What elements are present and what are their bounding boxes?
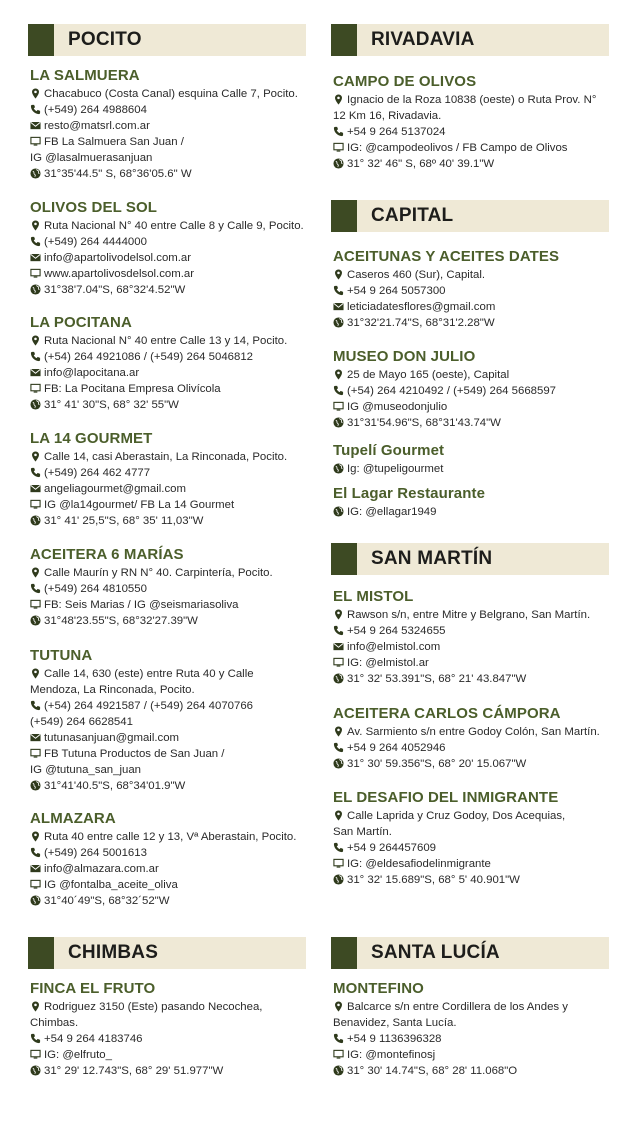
entry-name: CAMPO DE OLIVOS bbox=[333, 73, 477, 90]
info-text: 31° 29' 12.743"S, 68° 29' 51.977"W bbox=[44, 1065, 224, 1077]
monitor-icon bbox=[333, 401, 344, 412]
monitor-icon bbox=[333, 858, 344, 869]
info-text: (+549) 264 462 4777 bbox=[44, 467, 151, 479]
entry-aceitera-carlos-campora bbox=[333, 705, 613, 772]
info-line bbox=[30, 497, 310, 513]
info-text: +54 9 264 5057300 bbox=[347, 285, 446, 297]
info-line bbox=[30, 597, 310, 613]
info-line bbox=[30, 250, 310, 266]
section-marker bbox=[331, 937, 357, 969]
info-text: (+549) 264 4988604 bbox=[44, 104, 147, 116]
info-text: Balcarce s/n entre Cordillera de los Andes y bbox=[347, 1001, 568, 1013]
globe-icon bbox=[333, 158, 344, 169]
info-text: FB: La Pocitana Empresa Olivícola bbox=[44, 383, 221, 395]
globe-icon bbox=[30, 284, 41, 295]
info-text: Calle Maurín y RN N° 40. Carpintería, Pocito. bbox=[44, 567, 273, 579]
info-text: +54 9 264 5324655 bbox=[347, 625, 446, 637]
info-line bbox=[30, 1047, 310, 1063]
info-line bbox=[30, 282, 310, 298]
info-line bbox=[30, 778, 310, 794]
envelope-icon bbox=[30, 483, 41, 494]
info-text: IG @museodonjulio bbox=[347, 401, 448, 413]
entry-museo-don-julio bbox=[333, 348, 613, 431]
info-text: 31° 32' 15.689"S, 68° 5' 40.901"W bbox=[347, 874, 520, 886]
globe-icon bbox=[30, 515, 41, 526]
entry-el-mistol bbox=[333, 588, 613, 687]
info-line bbox=[333, 824, 613, 840]
location-pin-icon bbox=[30, 451, 41, 462]
entry-el-desafio-del-inmigrante bbox=[333, 789, 613, 888]
section-header-rivadavia bbox=[331, 24, 609, 56]
info-text: 12 Km 16, Rivadavia. bbox=[333, 110, 442, 122]
info-line bbox=[30, 1031, 310, 1047]
globe-icon bbox=[333, 506, 344, 517]
location-pin-icon bbox=[30, 1001, 41, 1012]
info-line bbox=[333, 840, 613, 856]
info-line bbox=[333, 724, 613, 740]
info-line bbox=[333, 1015, 613, 1031]
info-text: (+549) 264 6628541 bbox=[30, 716, 133, 728]
info-text: 31° 30' 14.74"S, 68° 28' 11.068"O bbox=[347, 1065, 518, 1077]
monitor-icon bbox=[333, 657, 344, 668]
location-pin-icon bbox=[333, 369, 344, 380]
entry-aceitera-6-marias bbox=[30, 546, 310, 629]
globe-icon bbox=[333, 758, 344, 769]
phone-icon bbox=[30, 847, 41, 858]
phone-icon bbox=[333, 1033, 344, 1044]
info-line bbox=[333, 999, 613, 1015]
globe-icon bbox=[333, 317, 344, 328]
info-line bbox=[333, 283, 613, 299]
info-line bbox=[30, 86, 310, 102]
info-line bbox=[333, 872, 613, 888]
phone-icon bbox=[30, 583, 41, 594]
info-text: +54 9 1136396328 bbox=[347, 1033, 442, 1045]
entry-tupeli-gourmet bbox=[333, 442, 613, 477]
info-line bbox=[333, 607, 613, 623]
info-text: resto@matsrl.com.ar bbox=[44, 120, 150, 132]
info-text: IG: @campodeolivos / FB Campo de Olivos bbox=[347, 142, 568, 154]
info-text: Ruta 40 entre calle 12 y 13, Vª Aberastain, Pocito. bbox=[44, 831, 297, 843]
info-text: Calle 14, 630 (este) entre Ruta 40 y Calle bbox=[44, 668, 254, 680]
phone-icon bbox=[30, 700, 41, 711]
info-line bbox=[30, 829, 310, 845]
info-text: Rawson s/n, entre Mitre y Belgrano, San Martín. bbox=[347, 609, 591, 621]
info-text: tutunasanjuan@gmail.com bbox=[44, 732, 180, 744]
entry-almazara bbox=[30, 810, 310, 909]
info-line bbox=[333, 856, 613, 872]
entry-campo-de-olivos bbox=[333, 73, 613, 172]
info-line bbox=[333, 461, 613, 477]
entry-name: ALMAZARA bbox=[30, 810, 116, 827]
globe-icon bbox=[333, 673, 344, 684]
info-text: leticiadatesflores@gmail.com bbox=[347, 301, 496, 313]
info-text: www.apartolivosdelsol.com.ar bbox=[44, 268, 195, 280]
info-line bbox=[30, 102, 310, 118]
entry-name: El Lagar Restaurante bbox=[333, 485, 486, 502]
info-line bbox=[30, 1063, 310, 1079]
info-line bbox=[333, 1063, 613, 1079]
phone-icon bbox=[333, 842, 344, 853]
info-text: IG: @ellagar1949 bbox=[347, 506, 437, 518]
info-line bbox=[30, 893, 310, 909]
envelope-icon bbox=[30, 863, 41, 874]
info-text: +54 9 264 4183746 bbox=[44, 1033, 143, 1045]
info-line bbox=[30, 730, 310, 746]
info-line bbox=[30, 134, 310, 150]
info-text: angeliagourmet@gmail.com bbox=[44, 483, 186, 495]
info-text: Ruta Nacional N° 40 entre Calle 13 y 14, Pocito. bbox=[44, 335, 288, 347]
entry-name: MONTEFINO bbox=[333, 980, 424, 997]
info-line bbox=[333, 92, 613, 108]
location-pin-icon bbox=[30, 88, 41, 99]
info-text: IG: @elfruto_ bbox=[44, 1049, 112, 1061]
entry-name: FINCA EL FRUTO bbox=[30, 980, 156, 997]
monitor-icon bbox=[30, 499, 41, 510]
entry-name: ACEITERA 6 MARÍAS bbox=[30, 546, 184, 563]
entry-name: LA 14 GOURMET bbox=[30, 430, 153, 447]
info-line bbox=[30, 218, 310, 234]
info-line bbox=[333, 623, 613, 639]
info-line bbox=[333, 383, 613, 399]
globe-icon bbox=[30, 168, 41, 179]
info-text: Chimbas. bbox=[30, 1017, 79, 1029]
info-line bbox=[30, 845, 310, 861]
info-line bbox=[333, 671, 613, 687]
info-text: Ruta Nacional N° 40 entre Calle 8 y Calle 9, Pocito. bbox=[44, 220, 304, 232]
monitor-icon bbox=[30, 1049, 41, 1060]
info-text: Av. Sarmiento s/n entre Godoy Colón, San Martín. bbox=[347, 726, 600, 738]
info-line bbox=[333, 108, 613, 124]
phone-icon bbox=[30, 351, 41, 362]
info-text: FB La Salmuera San Juan / bbox=[44, 136, 184, 148]
info-line bbox=[30, 166, 310, 182]
info-line bbox=[333, 399, 613, 415]
info-text: IG @lasalmuerasanjuan bbox=[30, 152, 153, 164]
info-text: 31° 30' 59.356"S, 68° 20' 15.067"W bbox=[347, 758, 527, 770]
info-text: info@almazara.com.ar bbox=[44, 863, 159, 875]
monitor-icon bbox=[30, 136, 41, 147]
location-pin-icon bbox=[333, 269, 344, 280]
info-line bbox=[30, 513, 310, 529]
section-marker bbox=[28, 937, 54, 969]
location-pin-icon bbox=[333, 94, 344, 105]
info-text: FB Tutuna Productos de San Juan / bbox=[44, 748, 225, 760]
entry-el-lagar-restaurante bbox=[333, 485, 613, 520]
location-pin-icon bbox=[30, 668, 41, 679]
section-header-san-martin bbox=[331, 543, 609, 575]
info-line bbox=[30, 333, 310, 349]
entry-name: TUTUNA bbox=[30, 647, 93, 664]
monitor-icon bbox=[30, 879, 41, 890]
entry-name: EL MISTOL bbox=[333, 588, 414, 605]
info-text: Benavidez, Santa Lucía. bbox=[333, 1017, 457, 1029]
info-text: info@lapocitana.ar bbox=[44, 367, 140, 379]
info-text: info@elmistol.com bbox=[347, 641, 441, 653]
entry-name: Tupelí Gourmet bbox=[333, 442, 445, 459]
info-line bbox=[30, 234, 310, 250]
phone-icon bbox=[30, 236, 41, 247]
info-text: 31° 41' 30"S, 68° 32' 55"W bbox=[44, 399, 179, 411]
entry-la-pocitana bbox=[30, 314, 310, 413]
info-text: 31° 41' 25,5"S, 68° 35' 11,03"W bbox=[44, 515, 204, 527]
info-text: FB: Seis Marias / IG @seismariasoliva bbox=[44, 599, 239, 611]
section-marker bbox=[331, 543, 357, 575]
info-text: (+549) 264 5001613 bbox=[44, 847, 147, 859]
info-line bbox=[333, 124, 613, 140]
info-line bbox=[30, 118, 310, 134]
location-pin-icon bbox=[30, 567, 41, 578]
section-title: CAPITAL bbox=[371, 205, 454, 226]
info-text: Chacabuco (Costa Canal) esquina Calle 7, Pocito. bbox=[44, 88, 298, 100]
info-text: +54 9 264457609 bbox=[347, 842, 437, 854]
info-line bbox=[30, 365, 310, 381]
info-line bbox=[333, 639, 613, 655]
entry-montefino bbox=[333, 980, 613, 1079]
info-line bbox=[30, 266, 310, 282]
location-pin-icon bbox=[333, 726, 344, 737]
info-text: 31°38'7.04"S, 68°32'4.52"W bbox=[44, 284, 186, 296]
phone-icon bbox=[333, 385, 344, 396]
monitor-icon bbox=[30, 748, 41, 759]
envelope-icon bbox=[333, 301, 344, 312]
info-line bbox=[333, 267, 613, 283]
info-line bbox=[333, 156, 613, 172]
location-pin-icon bbox=[30, 831, 41, 842]
entry-tutuna bbox=[30, 647, 310, 794]
section-header-pocito bbox=[28, 24, 306, 56]
globe-icon bbox=[30, 1065, 41, 1076]
monitor-icon bbox=[333, 142, 344, 153]
info-text: +54 9 264 5137024 bbox=[347, 126, 446, 138]
info-line bbox=[30, 877, 310, 893]
entry-name: LA POCITANA bbox=[30, 314, 132, 331]
envelope-icon bbox=[30, 252, 41, 263]
info-text: IG @tutuna_san_juan bbox=[30, 764, 141, 776]
info-text: IG: @montefinosj bbox=[347, 1049, 436, 1061]
monitor-icon bbox=[333, 1049, 344, 1060]
info-text: IG @la14gourmet/ FB La 14 Gourmet bbox=[44, 499, 235, 511]
info-text: San Martín. bbox=[333, 826, 392, 838]
info-line bbox=[30, 999, 310, 1015]
envelope-icon bbox=[30, 120, 41, 131]
info-text: 31°48'23.55"S, 68°32'27.39"W bbox=[44, 615, 198, 627]
section-marker bbox=[331, 24, 357, 56]
info-line bbox=[30, 714, 310, 730]
info-line bbox=[333, 367, 613, 383]
globe-icon bbox=[333, 417, 344, 428]
entry-olivos-del-sol bbox=[30, 199, 310, 298]
info-line bbox=[30, 746, 310, 762]
info-line bbox=[30, 682, 310, 698]
info-line bbox=[333, 808, 613, 824]
info-line bbox=[30, 465, 310, 481]
info-line bbox=[30, 666, 310, 682]
info-text: 25 de Mayo 165 (oeste), Capital bbox=[347, 369, 510, 381]
info-text: info@apartolivodelsol.com.ar bbox=[44, 252, 192, 264]
section-title: SAN MARTÍN bbox=[371, 548, 493, 569]
info-text: 31°35'44.5" S, 68°36'05.6" W bbox=[44, 168, 192, 180]
info-text: (+54) 264 4210492 / (+549) 264 5668597 bbox=[347, 385, 557, 397]
entry-name: MUSEO DON JULIO bbox=[333, 348, 476, 365]
info-text: 31°31'54.96"S, 68°31'43.74"W bbox=[347, 417, 501, 429]
info-text: IG: @elmistol.ar bbox=[347, 657, 429, 669]
info-text: 31°32'21.74"S, 68°31'2.28"W bbox=[347, 317, 495, 329]
entry-la-14-gourmet bbox=[30, 430, 310, 529]
info-text: 31°40´49"S, 68°32´52"W bbox=[44, 895, 170, 907]
info-line bbox=[30, 762, 310, 778]
info-line bbox=[333, 756, 613, 772]
info-text: 31° 32' 53.391"S, 68° 21' 43.847"W bbox=[347, 673, 527, 685]
location-pin-icon bbox=[333, 810, 344, 821]
section-title: SANTA LUCÍA bbox=[371, 942, 500, 963]
location-pin-icon bbox=[333, 609, 344, 620]
entry-aceitunas-y-aceites-dates bbox=[333, 248, 613, 331]
info-text: 31°41'40.5"S, 68°34'01.9"W bbox=[44, 780, 186, 792]
entry-name: ACEITERA CARLOS CÁMPORA bbox=[333, 705, 561, 722]
section-header-chimbas bbox=[28, 937, 306, 969]
info-text: Caseros 460 (Sur), Capital. bbox=[347, 269, 486, 281]
info-line bbox=[333, 415, 613, 431]
info-line bbox=[30, 613, 310, 629]
section-title: RIVADAVIA bbox=[371, 29, 475, 50]
phone-icon bbox=[30, 104, 41, 115]
info-line bbox=[333, 1047, 613, 1063]
phone-icon bbox=[333, 126, 344, 137]
info-text: Rodriguez 3150 (Este) pasando Necochea, bbox=[44, 1001, 263, 1013]
info-text: 31° 32' 46" S, 68º 40' 39.1"W bbox=[347, 158, 495, 170]
info-line bbox=[30, 861, 310, 877]
location-pin-icon bbox=[30, 220, 41, 231]
envelope-icon bbox=[30, 367, 41, 378]
info-line bbox=[333, 299, 613, 315]
globe-icon bbox=[333, 874, 344, 885]
info-line bbox=[30, 698, 310, 714]
phone-icon bbox=[333, 742, 344, 753]
info-line bbox=[30, 481, 310, 497]
phone-icon bbox=[333, 285, 344, 296]
globe-icon bbox=[30, 399, 41, 410]
entry-name: EL DESAFIO DEL INMIGRANTE bbox=[333, 789, 559, 806]
phone-icon bbox=[30, 467, 41, 478]
section-title: CHIMBAS bbox=[68, 942, 159, 963]
entry-la-salmuera bbox=[30, 67, 310, 182]
phone-icon bbox=[333, 625, 344, 636]
info-line bbox=[30, 449, 310, 465]
info-text: IG @fontalba_aceite_oliva bbox=[44, 879, 178, 891]
info-line bbox=[30, 150, 310, 166]
monitor-icon bbox=[30, 268, 41, 279]
globe-icon bbox=[30, 895, 41, 906]
section-marker bbox=[28, 24, 54, 56]
info-text: Ig: @tupeligourmet bbox=[347, 463, 444, 475]
info-text: Calle 14, casi Aberastain, La Rinconada, Pocito. bbox=[44, 451, 288, 463]
info-text: (+549) 264 4810550 bbox=[44, 583, 147, 595]
info-text: Mendoza, La Rinconada, Pocito. bbox=[30, 684, 195, 696]
info-line bbox=[30, 397, 310, 413]
info-text: Calle Laprida y Cruz Godoy, Dos Acequias, bbox=[347, 810, 566, 822]
info-line bbox=[30, 381, 310, 397]
info-line bbox=[333, 1031, 613, 1047]
info-text: (+54) 264 4921587 / (+549) 264 4070766 bbox=[44, 700, 254, 712]
info-line bbox=[333, 655, 613, 671]
entry-finca-el-fruto bbox=[30, 980, 310, 1079]
section-title: POCITO bbox=[68, 29, 142, 50]
entry-name: OLIVOS DEL SOL bbox=[30, 199, 157, 216]
info-line bbox=[30, 565, 310, 581]
location-pin-icon bbox=[333, 1001, 344, 1012]
info-text: +54 9 264 4052946 bbox=[347, 742, 446, 754]
info-line bbox=[30, 581, 310, 597]
info-line bbox=[333, 315, 613, 331]
monitor-icon bbox=[30, 599, 41, 610]
section-header-capital bbox=[331, 200, 609, 232]
section-marker bbox=[331, 200, 357, 232]
entry-name: LA SALMUERA bbox=[30, 67, 140, 84]
info-text: IG: @eldesafiodelinmigrante bbox=[347, 858, 491, 870]
globe-icon bbox=[333, 463, 344, 474]
info-line bbox=[30, 1015, 310, 1031]
entry-name: ACEITUNAS Y ACEITES DATES bbox=[333, 248, 560, 265]
envelope-icon bbox=[333, 641, 344, 652]
location-pin-icon bbox=[30, 335, 41, 346]
globe-icon bbox=[30, 615, 41, 626]
info-line bbox=[333, 504, 613, 520]
globe-icon bbox=[30, 780, 41, 791]
info-line bbox=[333, 140, 613, 156]
info-text: Ignacio de la Roza 10838 (oeste) o Ruta Prov. N° bbox=[347, 94, 597, 106]
info-line bbox=[30, 349, 310, 365]
globe-icon bbox=[333, 1065, 344, 1076]
section-header-santa-lucia bbox=[331, 937, 609, 969]
info-text: (+54) 264 4921086 / (+549) 264 5046812 bbox=[44, 351, 254, 363]
envelope-icon bbox=[30, 732, 41, 743]
monitor-icon bbox=[30, 383, 41, 394]
info-text: (+549) 264 4444000 bbox=[44, 236, 147, 248]
info-line bbox=[333, 740, 613, 756]
phone-icon bbox=[30, 1033, 41, 1044]
